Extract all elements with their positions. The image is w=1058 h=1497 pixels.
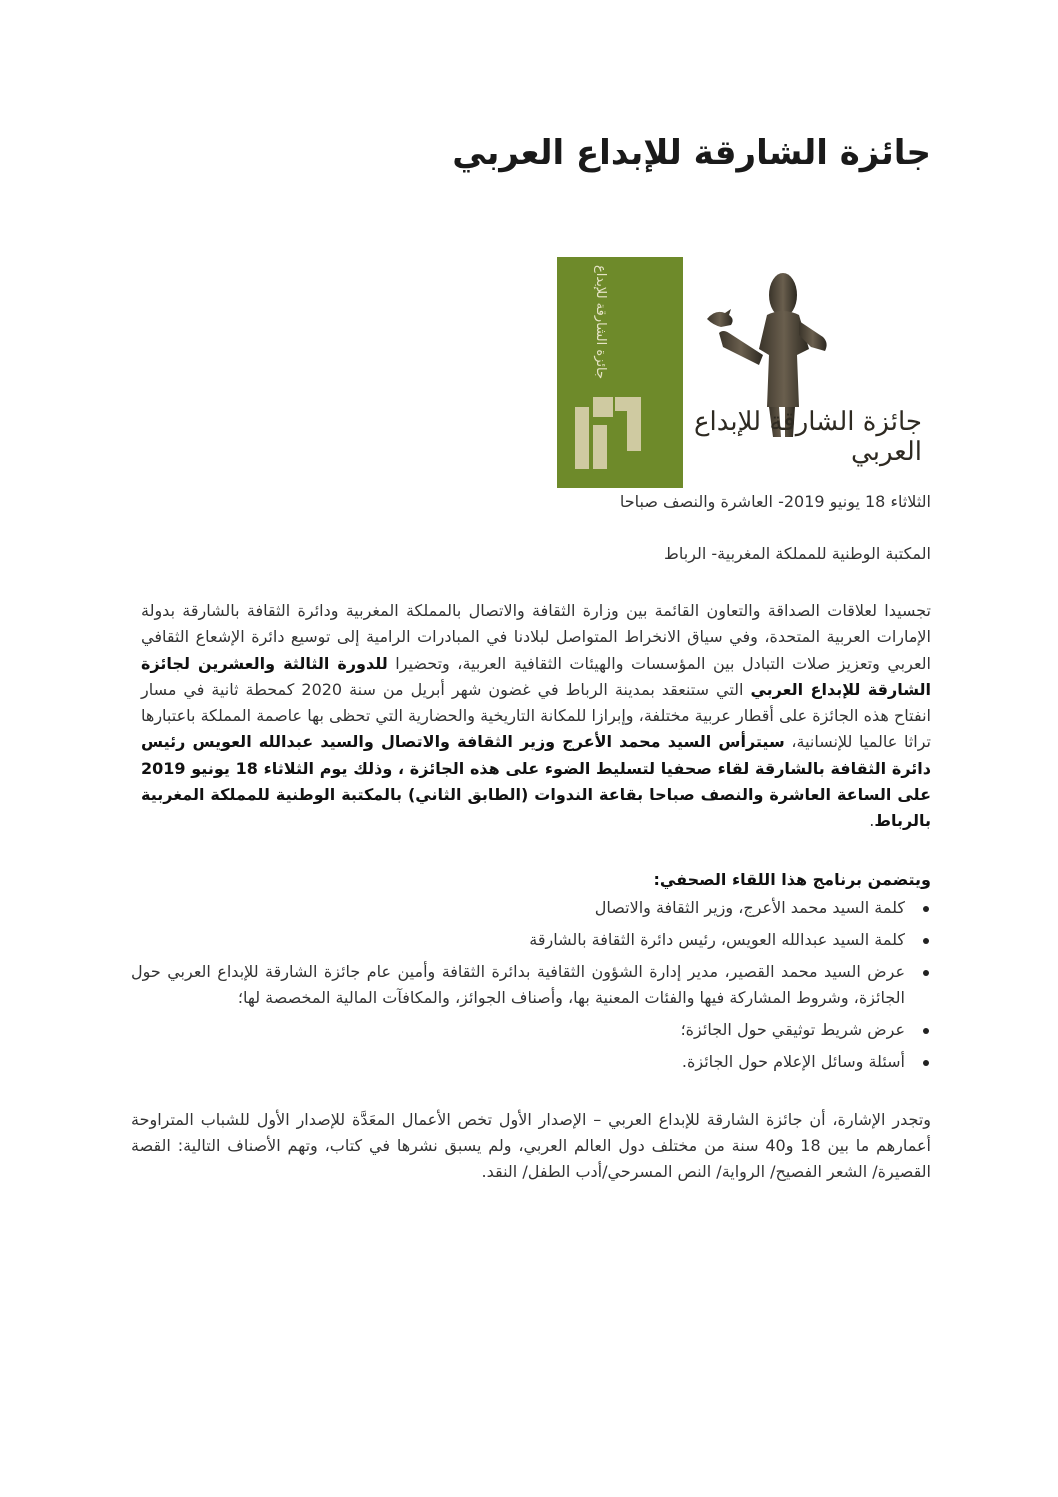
bullet-icon xyxy=(923,1028,929,1034)
event-location: المكتبة الوطنية للمملكة المغربية- الرباط xyxy=(664,544,931,563)
logo-name-text: جائزة الشارقة للإبداع العربي xyxy=(694,407,922,467)
program-list xyxy=(131,895,931,1075)
bullet-icon xyxy=(923,1060,929,1066)
intro-paragraph xyxy=(141,598,931,835)
closing-paragraph: وتجدر الإشارة، أن جائزة الشارقة للإبداع العربي – الإصدار الأول تخص الأعمال المعَدَّة للإصدار الأول للشباب المتراوحة أعمارهم ما بين 18 و40 سنة من مختلف دول العالم العربي، ولم يسبق نشرها في كتاب، وتهم الأصناف التالية: القصة القصيرة/ الشعر الفصيح/ الرواية/ النص المسرحي/أدب الطفل/ النقد. xyxy=(131,1110,931,1181)
bullet-icon xyxy=(923,906,929,912)
intro-bold-1: للدورة الثالثة والعشرين لجائزة الشارقة للإبداع العربي xyxy=(141,653,932,699)
bullet-icon xyxy=(923,938,929,944)
intro-bold-2: سيترأس السيد محمد الأعرج وزير الثقافة والاتصال والسيد عبدالله العويس رئيس دائرة الثقافة بالشارقة لقاء صحفيا لتسليط الضوء على هذه الجائزة ، وذلك يوم الثلاثاء 18 يونيو 2019 على الساعة العاشرة والنصف صباحا بقاعة الندوات (الطابق الثاني) بالمكتبة الوطنية للمملكة المغربية بالرباط xyxy=(141,732,932,831)
list-item: كلمة السيد محمد الأعرج، وزير الثقافة والاتصال xyxy=(131,895,931,921)
list-item: عرض السيد محمد القصير، مدير إدارة الشؤون الثقافية بدائرة الثقافة وأمين عام جائزة الشارقة للإبداع العربي حول الجائزة، وشروط المشاركة فيها والفئات المعنية بها، وأصناف الجوائز، والمكافآت المالية المخصصة لها؛ xyxy=(131,959,931,1011)
list-item: أسئلة وسائل الإعلام حول الجائزة. xyxy=(131,1049,931,1075)
list-item: كلمة السيد عبدالله العويس، رئيس دائرة الثقافة بالشارقة xyxy=(131,927,931,953)
award-logo xyxy=(557,257,930,488)
intro-text-1: تجسيدا لعلاقات الصداقة والتعاون القائمة بين وزارة الثقافة والاتصال بالمملكة المغربية ودائرة الثقافة بالشارقة بدولة الإمارات العربية المتحدة، وفي سياق الانخراط المتواصل لبلادنا في المبادرات الرامية إلى توسيع دائرة الإشعاع الثقافي العربي وتعزيز صلات التبادل بين المؤسسات والهيئات الثقافية العربية، وتحضيرا xyxy=(141,601,931,673)
logo-mark-icon xyxy=(575,397,645,475)
list-item: عرض شريط توثيقي حول الجائزة؛ xyxy=(131,1017,931,1043)
bullet-icon xyxy=(923,970,929,976)
event-date: الثلاثاء 18 يونيو 2019- العاشرة والنصف صباحا xyxy=(619,492,931,511)
logo-green-panel xyxy=(557,257,683,488)
document-title: جائزة الشارقة للإبداع العربي xyxy=(452,133,931,173)
logo-right-panel xyxy=(683,257,930,488)
program-heading: ويتضمن برنامج هذا اللقاء الصحفي: xyxy=(653,870,931,889)
logo-vertical-text: جائزة الشارقة للإبداع xyxy=(593,265,608,379)
intro-end: . xyxy=(869,811,875,831)
intro-text-2: التي ستنعقد بمدينة الرباط في غضون شهر أبريل من سنة 2020 كمحطة ثانية في مسار انفتاح هذه الجائزة على أقطار عربية مختلفة، وإبرازا للمكانة التاريخية والحضارية التي تحظى بها عاصمة المملكة باعتبارها تراثا عالميا للإنسانية، xyxy=(141,679,931,752)
